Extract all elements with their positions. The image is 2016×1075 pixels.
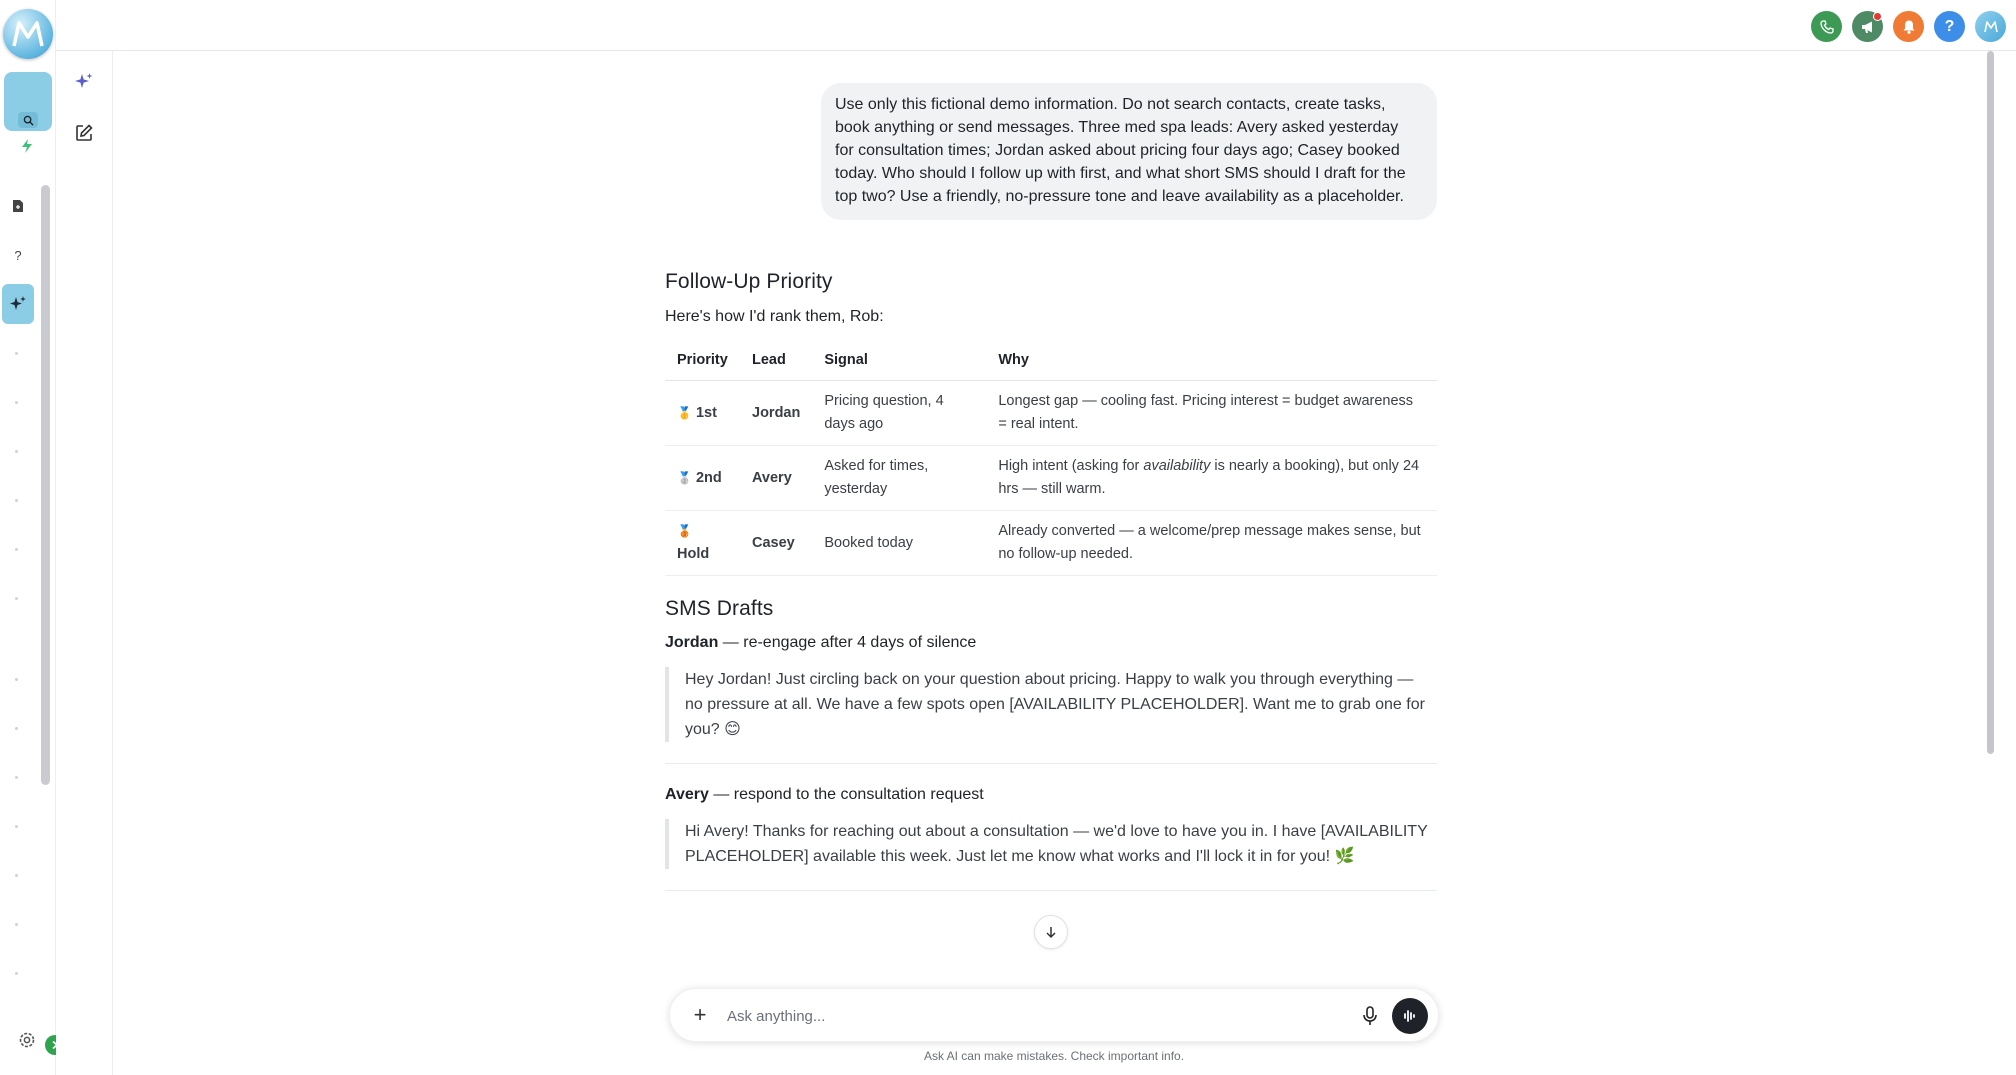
sms-draft-avery: Hi Avery! Thanks for reaching out about a consultation — we'd love to have you in. I have [AVAILABILITY PLACEHOLDER] available this week. Just let me know what works and I'll lock it in for you! 🌿 [665, 819, 1437, 869]
left-rail [0, 0, 56, 1075]
priority-label: 2nd [695, 469, 722, 486]
help-button[interactable]: ? [1934, 11, 1965, 42]
priority-label: Hold [677, 546, 710, 562]
rail-dot [15, 597, 18, 600]
ai-sidebar [56, 51, 113, 1075]
attach-plus-button[interactable]: + [693, 1002, 707, 1027]
lead-cell: Casey [740, 511, 812, 576]
column-header-signal: Signal [812, 340, 986, 381]
rail-dot [15, 972, 18, 975]
why-text: is nearly a booking), but only 24 hrs — still warm. [998, 458, 1420, 497]
column-header-lead: Lead [740, 340, 812, 381]
table-row [665, 511, 1437, 576]
chat-composer [669, 988, 1439, 1042]
top-actions [1811, 11, 2006, 42]
top-bar [56, 0, 2016, 51]
avatar-logo-icon [1983, 19, 1999, 35]
search-icon[interactable] [18, 112, 38, 128]
draft-description: — re-engage after 4 days of silence [718, 634, 977, 651]
arrow-down-icon [1044, 925, 1058, 939]
ask-input[interactable] [727, 1004, 1327, 1028]
priority-cell [665, 511, 740, 576]
table-row [665, 446, 1437, 511]
rail-dot [15, 727, 18, 730]
rail-dot [15, 776, 18, 779]
rail-dot [15, 352, 18, 355]
megaphone-icon [1860, 19, 1876, 35]
divider [665, 890, 1437, 891]
document-add-icon[interactable] [10, 198, 26, 214]
signal-cell: Booked today [812, 511, 986, 576]
lead-cell: Jordan [740, 381, 812, 446]
rail-dot [15, 678, 18, 681]
priority-table [665, 340, 1437, 576]
help-icon[interactable]: ? [14, 247, 22, 263]
priority-heading: Follow-Up Priority [665, 270, 833, 293]
draft-description: — respond to the consultation request [708, 786, 984, 803]
rail-scrollbar[interactable] [41, 185, 50, 785]
notifications-button[interactable] [1893, 11, 1924, 42]
sparkle-icon [9, 295, 27, 313]
draft-lead-name: Avery [665, 786, 709, 803]
rail-dot [15, 499, 18, 502]
account-avatar[interactable] [1975, 11, 2006, 42]
ask-ai-nav-item[interactable] [2, 284, 34, 324]
response-intro: Here's how I'd rank them, Rob: [665, 308, 884, 325]
table-row [665, 381, 1437, 446]
table-header-row [665, 340, 1437, 381]
microphone-icon[interactable] [1360, 1005, 1380, 1027]
silver-medal-icon: 🥈 [677, 470, 692, 485]
bolt-icon[interactable] [20, 138, 34, 154]
app-logo[interactable] [3, 9, 53, 59]
new-ai-chat-sparkle-icon[interactable] [74, 71, 94, 91]
notification-dot [1873, 12, 1882, 21]
scroll-to-bottom-button[interactable] [1034, 915, 1068, 949]
assistant-response [665, 270, 1437, 891]
logo-m-icon [11, 19, 45, 49]
why-cell: Already converted — a welcome/prep message makes sense, but no follow-up needed. [986, 511, 1437, 576]
priority-cell [665, 381, 740, 446]
gold-medal-icon: 🥇 [677, 405, 692, 420]
phone-button[interactable] [1811, 11, 1842, 42]
chat-scrollbar[interactable] [1987, 51, 1994, 754]
priority-cell [665, 446, 740, 511]
bronze-medal-icon: 🥉 [677, 524, 692, 538]
column-header-priority: Priority [665, 340, 740, 381]
ai-disclaimer: Ask AI can make mistakes. Check important info. [923, 1049, 1185, 1063]
rail-dot [15, 923, 18, 926]
bell-icon [1901, 19, 1917, 35]
compose-edit-icon[interactable] [74, 123, 94, 143]
rail-dot [15, 401, 18, 404]
divider [665, 763, 1437, 764]
why-emphasis: availability [1143, 458, 1211, 474]
sms-drafts-heading: SMS Drafts [665, 597, 774, 620]
search-tile[interactable] [4, 72, 52, 131]
draft-lead-name: Jordan [665, 634, 719, 651]
waveform-icon [1402, 1008, 1418, 1024]
announcements-button[interactable] [1852, 11, 1883, 42]
user-message-bubble: Use only this fictional demo information. Do not search contacts, create tasks, book anything or send messages. Three med spa leads: Avery asked yesterday for consultation times; Jordan asked about pricing four days ago; Casey booked today. Who should I follow up with first, and what short SMS should I draft for the top two? Use a friendly, no-pressure tone and leave availability as a placeholder. [821, 83, 1437, 220]
column-header-why: Why [986, 340, 1437, 381]
draft-title-avery [665, 786, 1437, 804]
why-text: High intent (asking for [998, 458, 1144, 474]
settings-gear-icon[interactable] [17, 1030, 37, 1050]
priority-label: 1st [695, 404, 717, 421]
draft-title-jordan [665, 634, 1437, 652]
rail-dot [15, 825, 18, 828]
sms-draft-jordan: Hey Jordan! Just circling back on your question about pricing. Happy to walk you through everything — no pressure at all. We have a few spots open [AVAILABILITY PLACEHOLDER]. Want me to grab one for you? 😊 [665, 667, 1437, 742]
why-cell [986, 446, 1437, 511]
rail-dot [15, 450, 18, 453]
signal-cell: Pricing question, 4 days ago [812, 381, 986, 446]
voice-mode-button[interactable] [1392, 998, 1428, 1034]
phone-icon [1819, 19, 1835, 35]
rail-dot [15, 548, 18, 551]
lead-cell: Avery [740, 446, 812, 511]
why-cell: Longest gap — cooling fast. Pricing interest = budget awareness = real intent. [986, 381, 1437, 446]
signal-cell: Asked for times, yesterday [812, 446, 986, 511]
rail-dot [15, 874, 18, 877]
